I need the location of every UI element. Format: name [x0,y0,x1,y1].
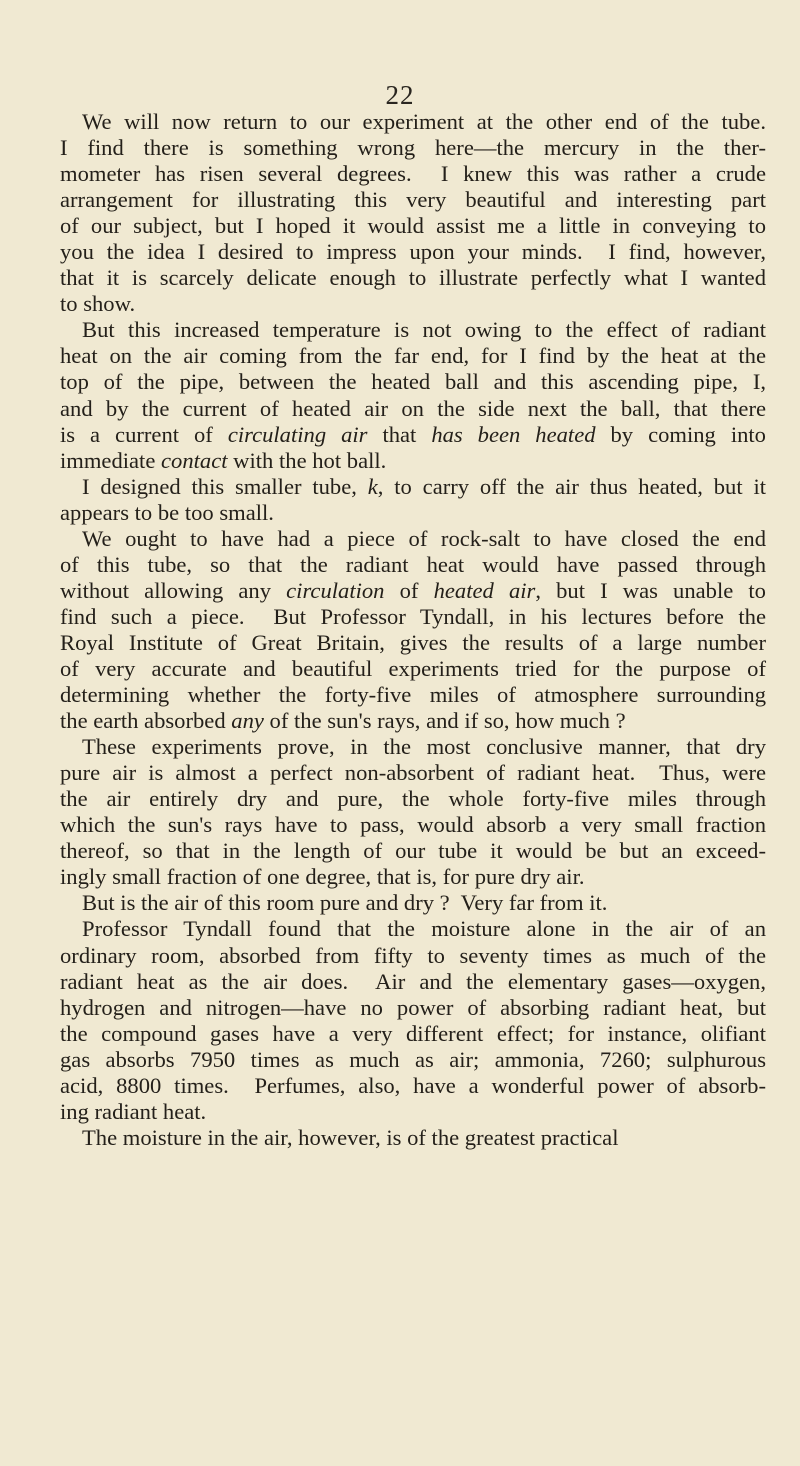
text-line [60,187,766,213]
text-span: of [384,577,434,603]
text-span: the earth absorbed [60,708,232,734]
text-span: with the hot ball. [227,447,387,473]
page-number: 22 [385,80,415,110]
text-line [60,109,766,135]
text-line [60,656,766,682]
text-span: top of the pipe, between the heated ball and this ascending pipe, I, [60,369,766,395]
text-span: gas absorbs 7950 times as much as air; ammonia, 7260; sulphurous [60,1046,766,1072]
text-line [60,969,766,995]
text-span: that it is scarcely delicate enough to illustrate perfectly what I wanted [60,265,766,291]
text-span: hydrogen and nitrogen—have no power of absorbing radiant heat, but [60,994,766,1020]
text-line [60,552,766,578]
text-span: appears to be too small. [60,499,274,525]
text-line [60,734,766,760]
text-line [60,135,766,161]
text-line [60,1125,766,1151]
text-line [60,1021,766,1047]
text-line [60,265,766,291]
text-span: We will now return to our experiment at the other end of the tube. [82,109,766,134]
italic-text: any [231,708,264,734]
text-line [60,995,766,1021]
text-span: to show. [60,291,136,317]
text-line [60,317,766,343]
text-span: mometer has risen several degrees. I knew this was rather a crude [60,161,766,187]
text-span: without allowing any [60,577,287,603]
text-span: of this tube, so that the radiant heat would have passed through [60,551,766,577]
text-line [60,396,766,422]
italic-text: k [367,473,378,499]
text-line [60,838,766,864]
text-span: radiant heat as the air does. Air and the elementary gases—oxygen, [60,968,766,994]
text-span: the air entirely dry and pure, the whole forty-five miles through [60,786,766,812]
text-line [60,213,766,239]
text-span: Royal Institute of Great Britain, gives the results of a large number [60,629,766,655]
text-line [60,526,766,552]
text-span: and by the current of heated air on the side next the ball, that there [60,395,766,421]
italic-text: circulation [286,577,385,603]
text-span: the compound gases have a very different effect; for instance, olifiant [60,1020,766,1046]
text-span: Professor Tyndall found that the moisture alone in the air of an [82,916,766,942]
italic-text: heated air [433,577,536,603]
text-line [60,474,766,500]
text-span: The moisture in the air, however, is of the greatest practical [82,1124,619,1150]
text-line [60,239,766,265]
text-line [60,890,766,916]
text-line [60,448,766,474]
text-line [60,812,766,838]
text-span: find such a piece. But Professor Tyndall, in his lectures before the [60,603,766,629]
text-span: which the sun's rays have to pass, would absorb a very small fraction [60,812,766,838]
text-span: thereof, so that in the length of our tube it would be but an exceed- [60,838,766,864]
text-span: immediate [60,447,162,473]
italic-text: circulating air [227,421,368,447]
text-line [60,760,766,786]
text-line [60,291,766,317]
text-span: acid, 8800 times. Perfumes, also, have a wonderful power of absorb- [60,1072,766,1098]
italic-text: has been heated [431,421,596,447]
text-span: I designed this smaller tube, [82,473,368,499]
text-span: pure air is almost a perfect non-absorbent of radiant heat. Thus, were [60,760,766,786]
text-span: that [367,421,432,447]
text-line [60,786,766,812]
body-text [60,109,766,1151]
text-span: is a current of [60,421,228,447]
text-span: But this increased temperature is not owing to the effect of radiant [82,317,766,343]
text-line [60,369,766,395]
text-line [60,630,766,656]
text-span: heat on the air coming from the far end, for I find by the heat at the [60,343,766,369]
text-span: determining whether the forty-five miles of atmosphere surrounding [60,682,766,708]
text-span: ing radiant heat. [60,1098,207,1124]
text-line [60,1073,766,1099]
text-span: I find there is something wrong here—the mercury in the ther- [60,135,766,161]
text-span: you the idea I desired to impress upon your minds. I find, however, [60,239,766,265]
text-line [60,500,766,526]
text-span: , but I was unable to [535,577,766,603]
text-line [60,864,766,890]
text-line [60,943,766,969]
text-line [60,682,766,708]
text-line [60,343,766,369]
text-line [60,916,766,942]
text-span: of the sun's rays, and if so, how much ? [263,708,626,734]
italic-text: contact [161,447,228,473]
text-span: ordinary room, absorbed from fifty to seventy times as much of the [60,942,766,968]
text-span: of very accurate and beautiful experiments tried for the purpose of [60,655,766,681]
text-line [60,604,766,630]
text-span: , to carry off the air thus heated, but it [377,473,766,499]
text-span: We ought to have had a piece of rock-salt to have closed the end [82,525,766,551]
text-line [60,1099,766,1125]
text-line [60,1047,766,1073]
text-span: But is the air of this room pure and dry ? Very far from it. [82,890,608,916]
text-line [60,708,766,734]
text-line [60,422,766,448]
text-span: by coming into [595,421,766,447]
text-line [60,578,766,604]
text-span: ingly small fraction of one degree, that is, for pure dry air. [60,864,585,890]
text-span: of our subject, but I hoped it would assist me a little in conveying to [60,213,766,239]
text-span: arrangement for illustrating this very beautiful and interesting part [60,187,766,213]
text-span: These experiments prove, in the most conclusive manner, that dry [82,734,766,760]
text-line [60,161,766,187]
